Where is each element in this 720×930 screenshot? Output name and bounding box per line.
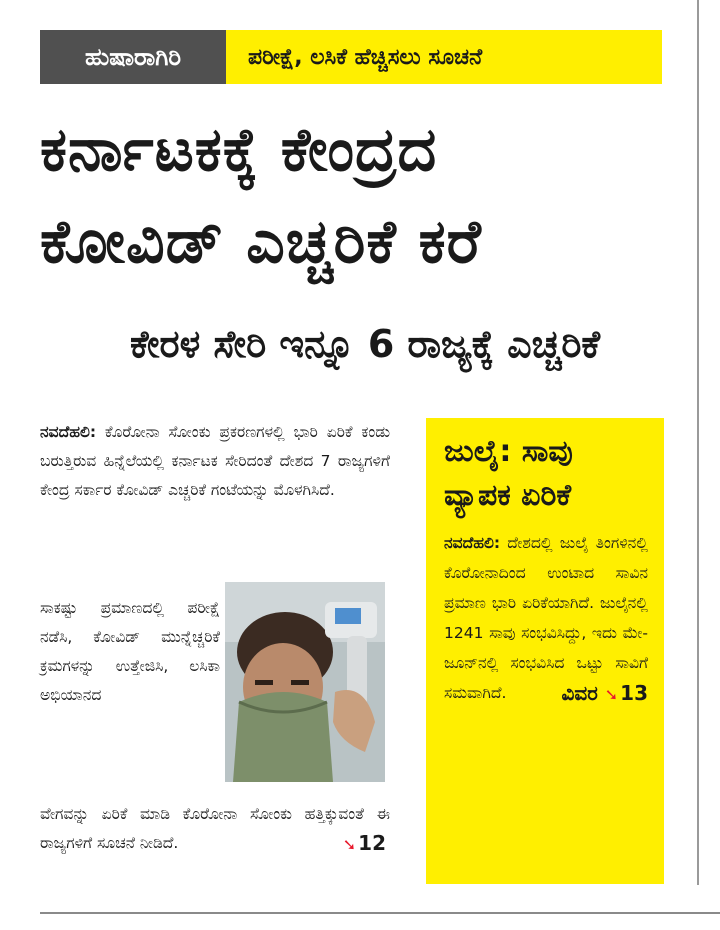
subheadline: ಕೇರಳ ಸೇರಿ ಇನ್ನೂ 6 ರಾಜ್ಯಕ್ಕೆ ಎಚ್ಚರಿಕೆ — [129, 322, 601, 366]
sidebar-box — [426, 418, 664, 884]
sidebar-jump-page: 13 — [620, 681, 648, 705]
main-story-text-3: ವೇಗವನ್ನು ಏರಿಕೆ ಮಾಡಿ ಕೊರೋನಾ ಸೋಂಕು ಹತ್ತಿಕ್ಕುವಂತೆ ಈ ರಾಜ್ಯಗಳಿಗೆ ಸೂಚನೆ ನೀಡಿದೆ. — [40, 805, 390, 852]
jump-arrow-icon: ➘ — [342, 835, 357, 854]
jump-page-number: 12 — [358, 831, 386, 855]
bottom-rule — [40, 912, 720, 914]
strapline: ಪರೀಕ್ಷೆ, ಲಸಿಕೆ ಹೆಚ್ಚಿಸಲು ಸೂಚನೆ — [226, 30, 662, 84]
sidebar-body — [444, 528, 648, 708]
news-photo — [225, 582, 385, 782]
sidebar-title: ಜುಲೈ: ಸಾವು ವ್ಯಾಪಕ ಏರಿಕೆ — [444, 434, 573, 513]
dateline: ನವದೆಹಲಿ: — [40, 423, 97, 441]
sidebar-dateline: ನವದೆಹಲಿ: — [444, 534, 501, 552]
sidebar-jump-label: ವಿವರ — [561, 681, 598, 705]
section-tag: ಹುಷಾರಾಗಿರಿ — [40, 30, 226, 84]
column-divider — [697, 0, 699, 885]
sidebar-jump[interactable] — [561, 678, 648, 710]
main-story-para-1 — [40, 418, 390, 505]
main-story-para-2: ಸಾಕಷ್ಟು ಪ್ರಮಾಣದಲ್ಲಿ ಪರೀಕ್ಷೆ ನಡೆಸಿ, ಕೋವಿಡ್ ಮುನ್ನೆಚ್ಚರಿಕೆ ಕ್ರಮಗಳನ್ನು ಉತ್ತೇಜಿಸಿ, ಲಸಿಕಾ ಅಭಿಯಾನದ — [40, 599, 220, 704]
kicker-strip — [40, 30, 662, 84]
jump-to-page[interactable] — [343, 829, 386, 859]
headline-line-2: ಕೋವಿಡ್ ಎಚ್ಚರಿಕೆ ಕರೆ — [40, 207, 482, 277]
sidebar-jump-arrow-icon: ➘ — [604, 685, 619, 704]
main-story-para-3 — [40, 800, 390, 859]
headline — [40, 104, 690, 288]
headline-line-1: ಕರ್ನಾಟಕಕ್ಕೆ ಕೇಂದ್ರದ — [40, 115, 438, 185]
main-story-text-1: ಕೊರೋನಾ ಸೋಂಕು ಪ್ರಕರಣಗಳಲ್ಲಿ ಭಾರಿ ಏರಿಕೆ ಕಂಡು ಬರುತ್ತಿರುವ ಹಿನ್ನೆಲೆಯಲ್ಲಿ ಕರ್ನಾಟಕ ಸೇರಿದಂತೆ ದೇಶದ 7 ರಾಜ್ಯಗಳಿಗೆ ಕೇಂದ್ರ ಸರ್ಕಾರ ಕೋವಿಡ್ ಎಚ್ಚರಿಕೆ ಗಂಟೆಯನ್ನು ಮೊಳಗಿಸಿದೆ. — [40, 423, 390, 499]
sidebar-text: ದೇಶದಲ್ಲಿ ಜುಲೈ ತಿಂಗಳಿನಲ್ಲಿ ಕೊರೋನಾದಿಂದ ಉಂಟಾದ ಸಾವಿನ ಪ್ರಮಾಣ ಭಾರಿ ಏರಿಕೆಯಾಗಿದೆ. ಜುಲೈನಲ್ಲಿ 1241 ಸಾವು ಸಂಭವಿಸಿದ್ದು, ಇದು ಮೇ-ಜೂನ್‌ನಲ್ಲಿ ಸಂಭವಿಸಿದ ಒಟ್ಟು ಸಾವಿಗೆ ಸಮವಾಗಿದೆ. — [444, 534, 648, 702]
